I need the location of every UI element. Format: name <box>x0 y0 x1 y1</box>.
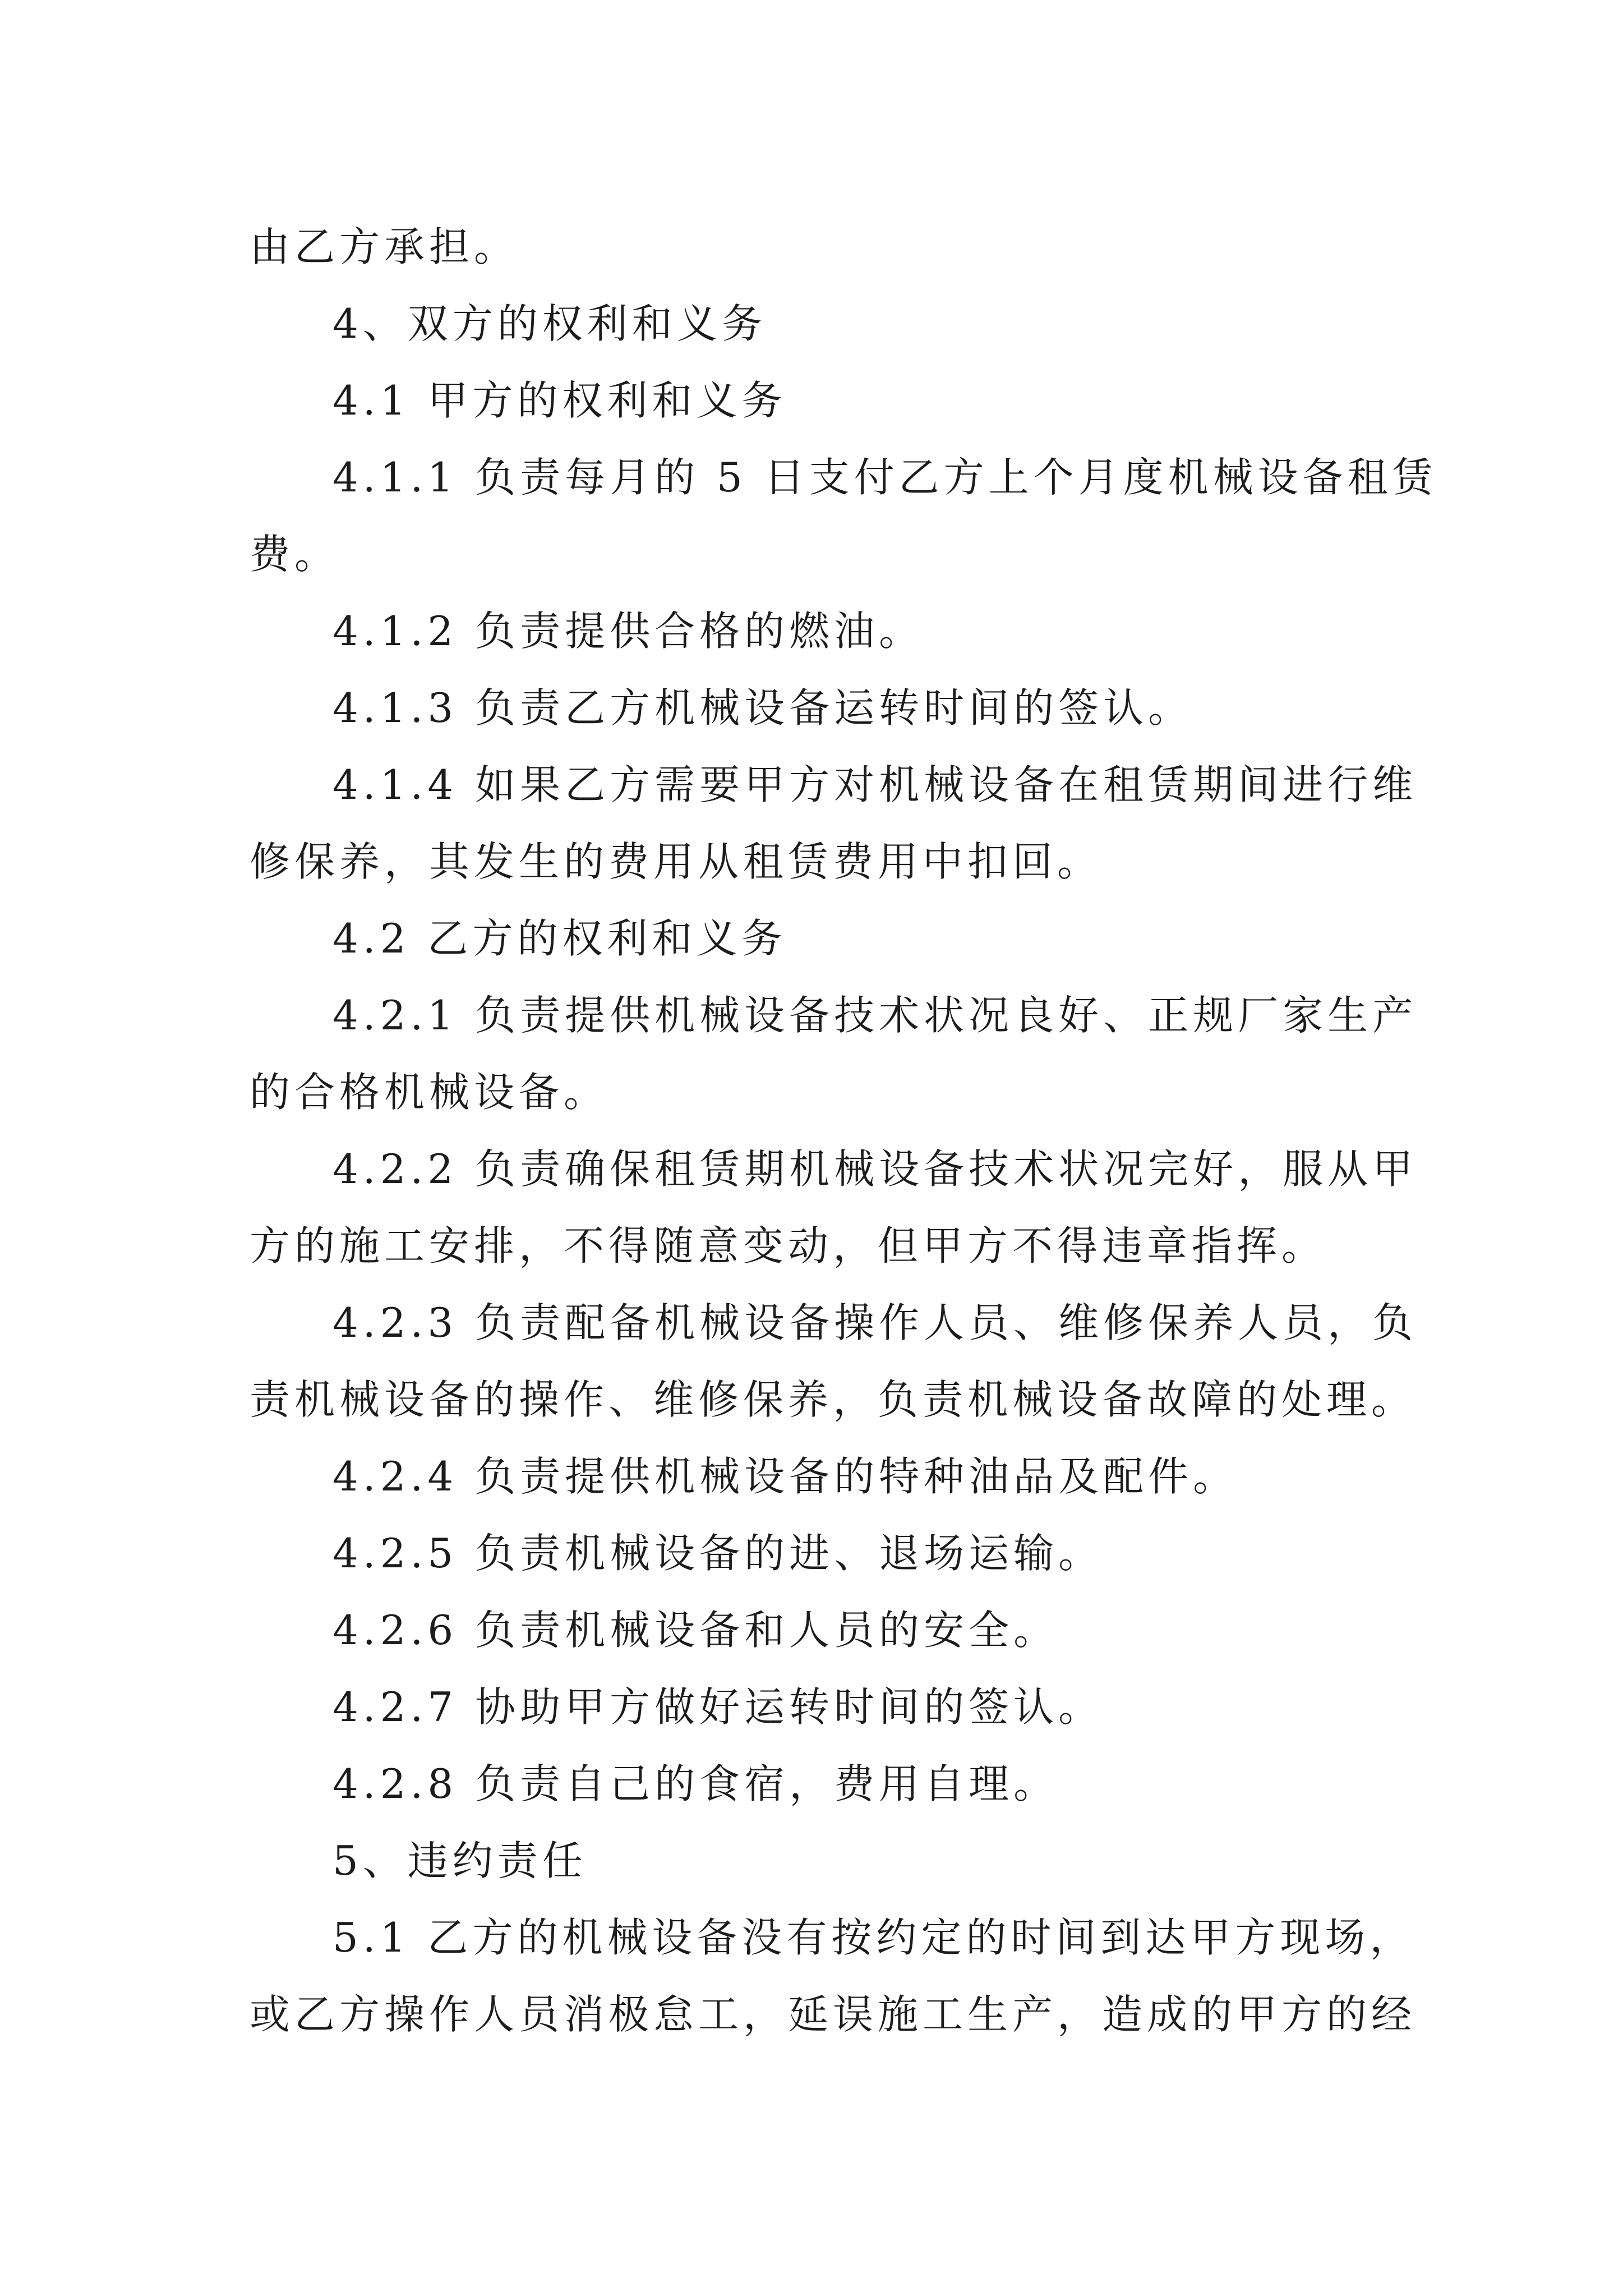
clause-line: 5.1 乙方的机械设备没有按约定的时间到达甲方现场， <box>333 1914 1415 1961</box>
text-line: 费。 <box>250 531 340 578</box>
clause-line: 4.2.4 负责提供机械设备的特种油品及配件。 <box>333 1453 1238 1500</box>
clause-line: 4.2.2 负责确保租赁期机械设备技术状况完好，服从甲 <box>333 1145 1418 1193</box>
clause-line: 4.2.5 负责机械设备的进、退场运输。 <box>333 1530 1104 1577</box>
clause-line: 4.1.1 负责每月的 5 日支付乙方上个月度机械设备租赁 <box>333 454 1437 501</box>
text-line: 责机械设备的操作、维修保养，负责机械设备故障的处理。 <box>250 1376 1417 1423</box>
text-line: 的合格机械设备。 <box>250 1069 609 1116</box>
clause-line: 4.2.8 负责自己的食宿，费用自理。 <box>333 1760 1059 1807</box>
clause-line: 4.2.3 负责配备机械设备操作人员、维修保养人员，负 <box>333 1299 1418 1346</box>
text-line: 由乙方承担。 <box>250 223 519 270</box>
clause-line: 4.1.2 负责提供合格的燃油。 <box>333 608 924 655</box>
document-body <box>250 209 1437 2053</box>
clause-line: 4.2.7 协助甲方做好运转时间的签认。 <box>333 1683 1104 1731</box>
clause-line: 4.2.1 负责提供机械设备技术状况良好、正规厂家生产 <box>333 992 1418 1039</box>
text-line: 方的施工安排，不得随意变动，但甲方不得违章指挥。 <box>250 1222 1327 1269</box>
clause-line: 4.1.4 如果乙方需要甲方对机械设备在租赁期间进行维 <box>333 761 1418 808</box>
subsection-heading: 4.1 甲方的权利和义务 <box>333 377 787 424</box>
text-line: 修保养，其发生的费用从租赁费用中扣回。 <box>250 838 1103 885</box>
clause-line: 4.1.3 负责乙方机械设备运转时间的签认。 <box>333 684 1193 731</box>
section-heading: 4、双方的权利和义务 <box>333 300 767 347</box>
text-line: 或乙方操作人员消极怠工，延误施工生产，造成的甲方的经 <box>250 1991 1417 2038</box>
subsection-heading: 4.2 乙方的权利和义务 <box>333 915 787 962</box>
section-heading: 5、违约责任 <box>333 1837 587 1884</box>
clause-line: 4.2.6 负责机械设备和人员的安全。 <box>333 1607 1059 1654</box>
